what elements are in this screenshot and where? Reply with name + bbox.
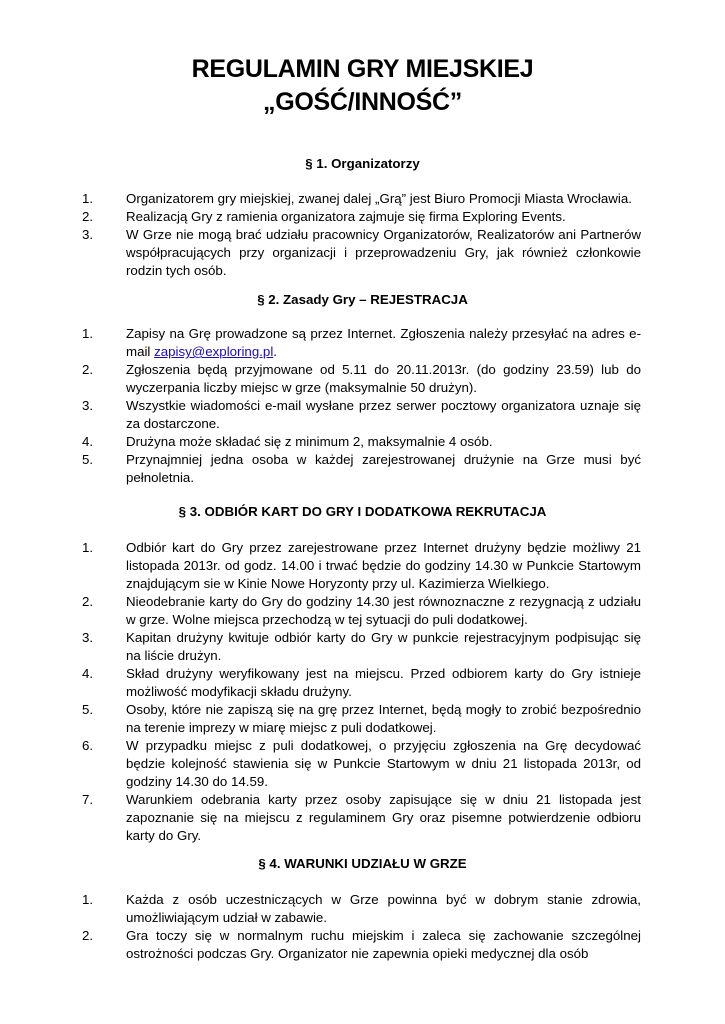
item-number: 4. (82, 434, 94, 449)
item-number: 5. (82, 452, 94, 467)
section-3-heading: § 3. ODBIÓR KART DO GRY I DODATKOWA REKRUTACJA (178, 504, 547, 519)
item-number: 1. (82, 892, 94, 907)
list-item (0, 927, 725, 963)
email-link[interactable]: zapisy@exploring.pl (154, 344, 274, 359)
item-text: Zgłoszenia będą przyjmowane od 5.11 do 20.11.2013r. (do godziny 23.59) lub do wyczerpania liczby miejsc w grze (maksymalnie 50 drużyn). (126, 362, 641, 395)
item-number: 2. (82, 594, 94, 609)
section-4-heading: § 4. WARUNKI UDZIAŁU W GRZE (258, 856, 467, 871)
list-item (0, 791, 725, 845)
item-text: Zapisy na Grę prowadzone są przez Internet. Zgłoszenia należy przesyłać na adres e-mail (126, 326, 641, 359)
item-text: Gra toczy się w normalnym ruchu miejskim i zaleca się zachowanie szczególnej ostrożności podczas Gry. Organizator nie zapewnia opieki medycznej dla osób (126, 928, 641, 961)
item-text: Przynajmniej jedna osoba w każdej zarejestrowanej drużynie na Grze musi być pełnoletnia. (126, 452, 641, 485)
section-3-list (0, 539, 725, 845)
item-text: Nieodebranie karty do Gry do godziny 14.30 jest równoznaczne z rezygnacją z udziału w grze. Wolne miejsca przechodzą w tej sytuacji do puli dodatkowej. (126, 594, 641, 627)
item-number: 4. (82, 666, 94, 681)
list-item (0, 593, 725, 629)
list-item (0, 701, 725, 737)
item-number: 2. (82, 209, 94, 224)
list-item (0, 190, 725, 208)
item-text-after: . (273, 344, 277, 359)
section-1-list (0, 190, 725, 280)
item-number: 1. (82, 191, 94, 206)
item-number: 3. (82, 227, 94, 242)
item-number: 2. (82, 362, 94, 377)
item-text: W Grze nie mogą brać udziału pracownicy Organizatorów, Realizatorów ani Partnerów współpracujących przy organizacji i przeprowadzeniu Gry, jak również członkowie rodzin tych osób. (126, 227, 641, 278)
item-text: Drużyna może składać się z minimum 2, maksymalnie 4 osób. (126, 434, 493, 449)
list-item (0, 737, 725, 791)
item-number: 6. (82, 738, 94, 753)
list-item (0, 208, 725, 226)
item-text: Warunkiem odebrania karty przez osoby zapisujące się w dniu 21 listopada jest zapoznanie się na miejscu z regulaminem Gry oraz pisemne potwierdzenie odbioru karty do Gry. (126, 792, 641, 843)
list-item (0, 397, 725, 433)
list-item (0, 539, 725, 593)
item-text: Kapitan drużyny kwituje odbiór karty do Gry w punkcie rejestracyjnym podpisując się na liście drużyn. (126, 630, 641, 663)
item-number: 3. (82, 398, 94, 413)
document-title-line2: „GOŚĆ/INNOŚĆ” (263, 88, 462, 116)
item-text: Realizacją Gry z ramienia organizatora zajmuje się firma Exploring Events. (126, 209, 566, 224)
list-item (0, 451, 725, 487)
list-item (0, 891, 725, 927)
list-item (0, 325, 725, 361)
item-number: 7. (82, 792, 94, 807)
item-number: 5. (82, 702, 94, 717)
item-text: Wszystkie wiadomości e-mail wysłane przez serwer pocztowy organizatora uznaje się za dostarczone. (126, 398, 641, 431)
item-text: Skład drużyny weryfikowany jest na miejscu. Przed odbiorem karty do Gry istnieje możliwość modyfikacji składu drużyny. (126, 666, 641, 699)
document-title-line1: REGULAMIN GRY MIEJSKIEJ (191, 55, 534, 83)
list-item (0, 361, 725, 397)
item-number: 3. (82, 630, 94, 645)
section-2-list (0, 325, 725, 487)
item-text: W przypadku miejsc z puli dodatkowej, o przyjęciu zgłoszenia na Grę decydować będzie kolejność stawienia się w Punkcie Startowym w dniu 21 listopada 2013r, od godziny 14.30 do 14.59. (126, 738, 641, 789)
item-number: 1. (82, 326, 94, 341)
item-text: Każda z osób uczestniczących w Grze powinna być w dobrym stanie zdrowia, umożliwiającym udział w zabawie. (126, 892, 641, 925)
list-item (0, 433, 725, 451)
item-number: 2. (82, 928, 94, 943)
item-text: Odbiór kart do Gry przez zarejestrowane przez Internet drużyny będzie możliwy 21 listopada 2013r. od godz. 14.00 i trwać będzie do godziny 14.30 w Punkcie Startowym znajdującym sie w Kinie Nowe Horyzonty przy ul. Kazimierza Wielkiego. (126, 540, 641, 591)
section-4-list (0, 891, 725, 963)
section-2-heading: § 2. Zasady Gry – REJESTRACJA (257, 292, 468, 307)
section-1-heading: § 1. Organizatorzy (305, 156, 420, 171)
item-number: 1. (82, 540, 94, 555)
item-text: Organizatorem gry miejskiej, zwanej dalej „Grą” jest Biuro Promocji Miasta Wrocławia. (126, 191, 632, 206)
list-item (0, 665, 725, 701)
list-item (0, 226, 725, 280)
list-item (0, 629, 725, 665)
item-text: Osoby, które nie zapiszą się na grę przez Internet, będą mogły to zrobić bezpośrednio na terenie imprezy w miarę miejsc z puli dodatkowej. (126, 702, 641, 735)
